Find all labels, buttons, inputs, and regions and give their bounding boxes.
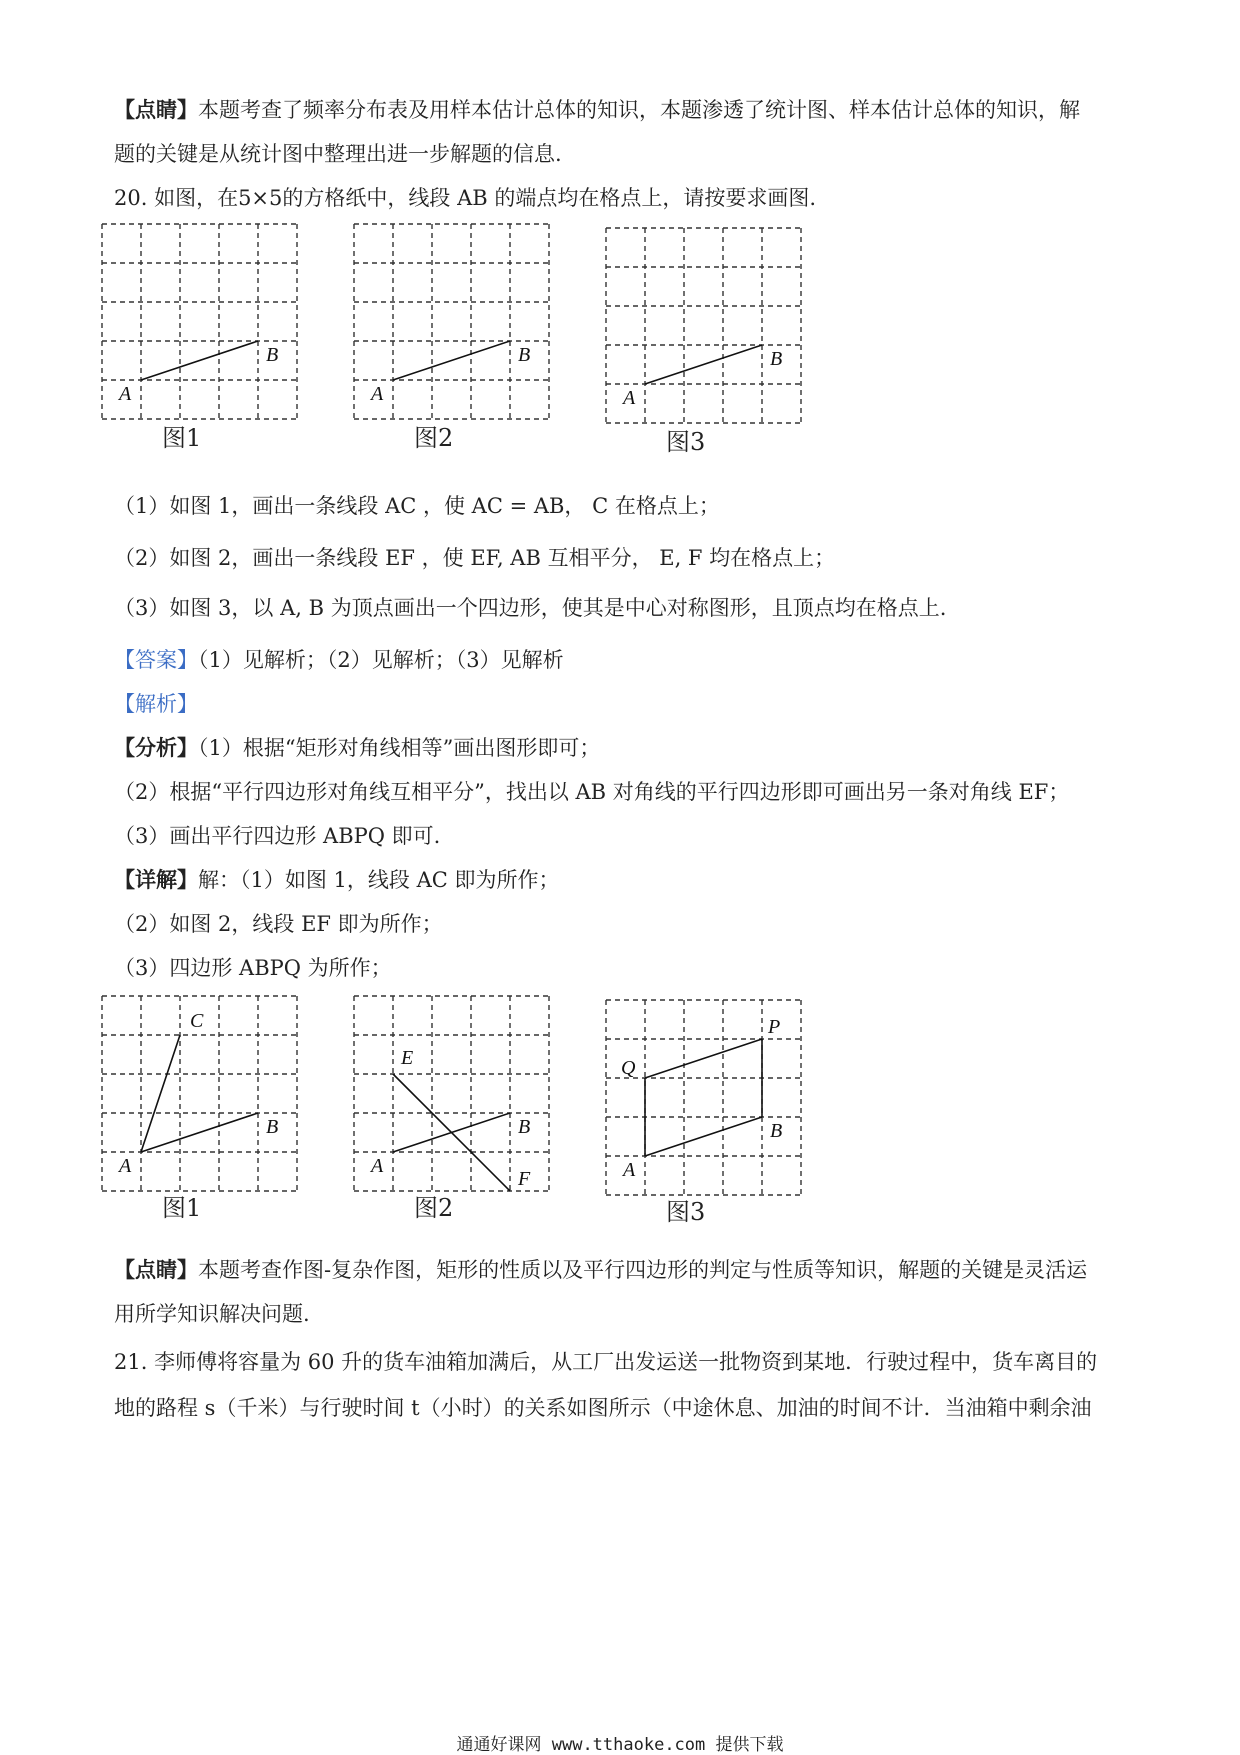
figure-2-question <box>352 222 564 422</box>
point-label-b: B <box>266 1116 279 1138</box>
dianjing2-tag: 【点睛】 <box>114 1257 198 1282</box>
point-label-a: A <box>623 1159 636 1181</box>
point-label-b: B <box>518 344 531 366</box>
dianjing-text-line2: 题的关键是从统计图中整理出进一步解题的信息. <box>114 142 562 166</box>
segment-ab <box>141 1113 258 1152</box>
point-label-b: B <box>770 348 783 370</box>
dianjing-text-line1: 本题考查了频率分布表及用样本估计总体的知识，本题渗透了统计图、样本估计总体的知识，解 <box>198 98 1080 122</box>
figure-2-solution-caption: 图2 <box>414 1194 454 1222</box>
question-20-sub3: （3）如图 3，以 A, B 为顶点画出一个四边形，使其是中心对称图形，且顶点均在格点上. <box>114 596 947 620</box>
xiangjie-line2: （2）如图 2，线段 EF 即为所作； <box>114 912 443 936</box>
question-21-line2: 地的路程 s（千米）与行驶时间 t（小时）的关系如图所示（中途休息、加油的时间不计．当油箱中剩余油 <box>114 1396 1092 1420</box>
figure-1-caption: 图1 <box>162 424 202 452</box>
segment-ab <box>645 1117 762 1156</box>
figure-2-caption: 图2 <box>414 424 454 452</box>
segment-qp <box>645 1039 762 1078</box>
question-21-line1: 21. 李师傅将容量为 60 升的货车油箱加满后，从工厂出发运送一批物资到某地．行驶过程中，货车离目的 <box>114 1350 1098 1374</box>
xiangjie-line1 <box>114 866 559 894</box>
fenxi-line2: （2）根据“平行四边形对角线互相平分”，找出以 AB 对角线的平行四边形即可画出另一条对角线 EF； <box>114 780 1070 804</box>
figure-3-solution-caption: 图3 <box>666 1198 706 1226</box>
segment-ab <box>393 341 510 380</box>
segment-ef <box>393 1074 510 1191</box>
figure-3-solution <box>604 998 816 1198</box>
dianjing-paragraph-1 <box>114 96 1080 124</box>
fenxi-line3: （3）画出平行四边形 ABPQ 即可. <box>114 824 441 848</box>
point-label-b: B <box>770 1120 783 1142</box>
xiangjie-tag: 【详解】 <box>114 867 198 892</box>
segment-ab <box>645 345 762 384</box>
point-label-b: B <box>266 344 279 366</box>
page-footer: 通通好课网 www.tthaoke.com 提供下载 <box>456 1735 784 1755</box>
dianjing2-text-line2: 用所学知识解决问题. <box>114 1302 310 1326</box>
figure-3-question <box>604 226 816 426</box>
xiangjie-line3: （3）四边形 ABPQ 为所作； <box>114 956 392 980</box>
answer-text: （1）见解析；（2）见解析；（3）见解析 <box>198 648 564 672</box>
figure-1-question <box>100 222 312 422</box>
figure-3-caption: 图3 <box>666 428 706 456</box>
answer-tag: 【答案】 <box>114 648 198 672</box>
point-label-a: A <box>623 387 636 409</box>
fenxi-line1 <box>114 734 600 762</box>
point-label-a: A <box>371 1155 384 1177</box>
analysis-tag: 【解析】 <box>114 692 198 716</box>
point-label-a: A <box>371 383 384 405</box>
point-label-c: C <box>190 1010 204 1032</box>
point-label-q: Q <box>621 1057 636 1079</box>
dianjing-tag: 【点睛】 <box>114 97 198 122</box>
point-label-a: A <box>119 383 132 405</box>
fenxi-tag: 【分析】 <box>114 735 198 760</box>
dianjing2-text-line1: 本题考查作图-复杂作图，矩形的性质以及平行四边形的判定与性质等知识，解题的关键是灵活运 <box>198 1258 1088 1282</box>
point-label-a: A <box>119 1155 132 1177</box>
segment-ab <box>141 341 258 380</box>
segment-ac <box>141 1035 180 1152</box>
figure-1-solution-caption: 图1 <box>162 1194 202 1222</box>
answer-line <box>114 646 564 674</box>
point-label-b: B <box>518 1116 531 1138</box>
question-20-sub2: （2）如图 2，画出一条线段 EF ，使 EF, AB 互相平分， E, F 均在格点上； <box>114 546 836 570</box>
question-20-sub1: （1）如图 1，画出一条线段 AC ，使 AC = AB， C 在格点上； <box>114 494 720 518</box>
point-label-p: P <box>768 1016 781 1038</box>
dianjing-paragraph-2 <box>114 1256 1087 1284</box>
question-20-stem: 20. 如图，在5×5的方格纸中，线段 AB 的端点均在格点上，请按要求画图. <box>114 186 817 210</box>
point-label-e: E <box>401 1047 414 1069</box>
fenxi-text1: （1）根据“矩形对角线相等”画出图形即可； <box>198 736 601 760</box>
point-label-f: F <box>518 1168 531 1190</box>
xiangjie-text1: 解：（1）如图 1，线段 AC 即为所作； <box>198 868 560 892</box>
figure-2-solution <box>352 994 564 1194</box>
figure-1-solution <box>100 994 312 1194</box>
